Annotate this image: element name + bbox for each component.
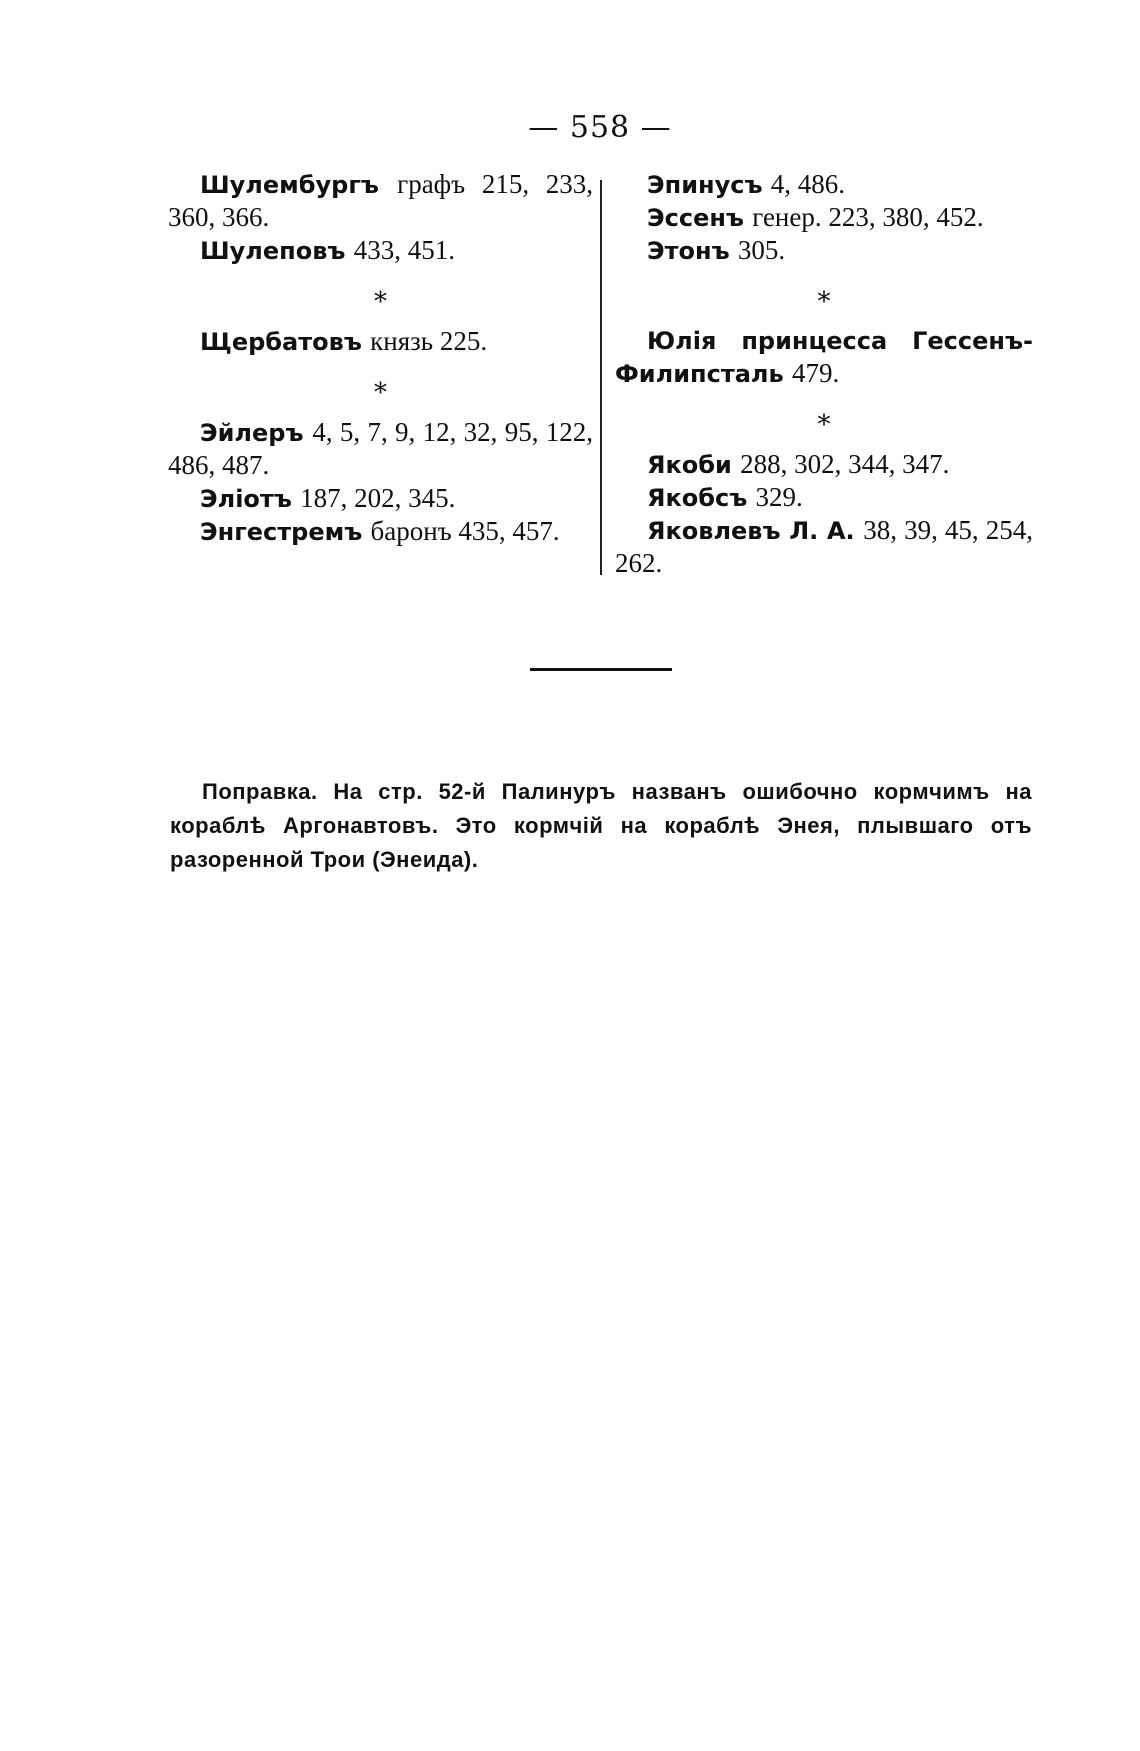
section-separator-star: * xyxy=(374,287,387,317)
entry-refs: 288, 302, 344, 347. xyxy=(740,449,950,479)
section-separator-star: * xyxy=(817,410,831,440)
entry-name: Шулеповъ xyxy=(200,237,346,265)
index-entry xyxy=(168,515,593,548)
entry-name: Эпинусъ xyxy=(647,171,763,199)
entry-refs: 4, 486. xyxy=(770,169,846,199)
index-entry xyxy=(168,168,593,234)
entry-name: Щербатовъ xyxy=(200,328,362,356)
entry-refs: генер. 223, 380, 452. xyxy=(752,202,984,232)
entry-name: Шулембургъ xyxy=(200,171,379,199)
entry-name: Эйлеръ xyxy=(200,419,304,447)
entry-refs: 38, 39, 45, 254, 262. xyxy=(615,515,1034,578)
section-separator-star: * xyxy=(374,378,387,408)
entry-name: Юлія принцесса Гессенъ-Филипсталь xyxy=(615,327,1033,388)
entry-name: Эссенъ xyxy=(647,204,744,232)
index-entry xyxy=(615,481,1033,514)
entry-refs: 305. xyxy=(737,235,786,265)
index-entry xyxy=(615,325,1033,390)
page-number: — 558 — xyxy=(528,110,672,145)
horizontal-rule xyxy=(530,668,672,671)
index-entry xyxy=(615,234,1033,267)
entry-refs: 187, 202, 345. xyxy=(300,483,456,513)
entry-name: Яковлевъ Л. А. xyxy=(647,517,855,545)
column-divider xyxy=(600,180,602,575)
entry-refs: 4, 5, 7, 9, 12, 32, 95, 122, 486, 487. xyxy=(168,417,594,480)
index-entry xyxy=(168,234,593,267)
entry-refs: 479. xyxy=(791,358,840,388)
index-right-column xyxy=(615,168,1033,580)
entry-refs: баронъ 435, 457. xyxy=(370,516,560,546)
entry-refs: графъ 215, 233, 360, 366. xyxy=(168,169,594,232)
index-entry xyxy=(168,325,593,358)
entry-refs: князь 225. xyxy=(370,326,488,356)
entry-name: Эліотъ xyxy=(200,485,292,513)
index-entry xyxy=(615,448,1033,481)
entry-name: Энгестремъ xyxy=(200,518,363,546)
index-entry xyxy=(168,416,593,482)
index-entry xyxy=(615,201,1033,234)
entry-name: Этонъ xyxy=(647,237,730,265)
entry-refs: 433, 451. xyxy=(353,235,455,265)
index-entry xyxy=(615,514,1033,580)
entry-name: Якоби xyxy=(647,451,732,479)
index-entry xyxy=(168,482,593,515)
entry-name: Якобсъ xyxy=(647,484,748,512)
entry-refs: 329. xyxy=(755,482,803,512)
correction-note: Поправка. На стр. 52-й Палинуръ названъ ошибочно кормчимъ на кораблѣ Аргонавтовъ. Это кормчій на кораблѣ Энея, плывшаго отъ разоренной Трои (Энеида). xyxy=(170,779,1032,872)
section-separator-star: * xyxy=(817,287,831,317)
index-entry xyxy=(615,168,1033,201)
index-left-column xyxy=(168,168,593,548)
